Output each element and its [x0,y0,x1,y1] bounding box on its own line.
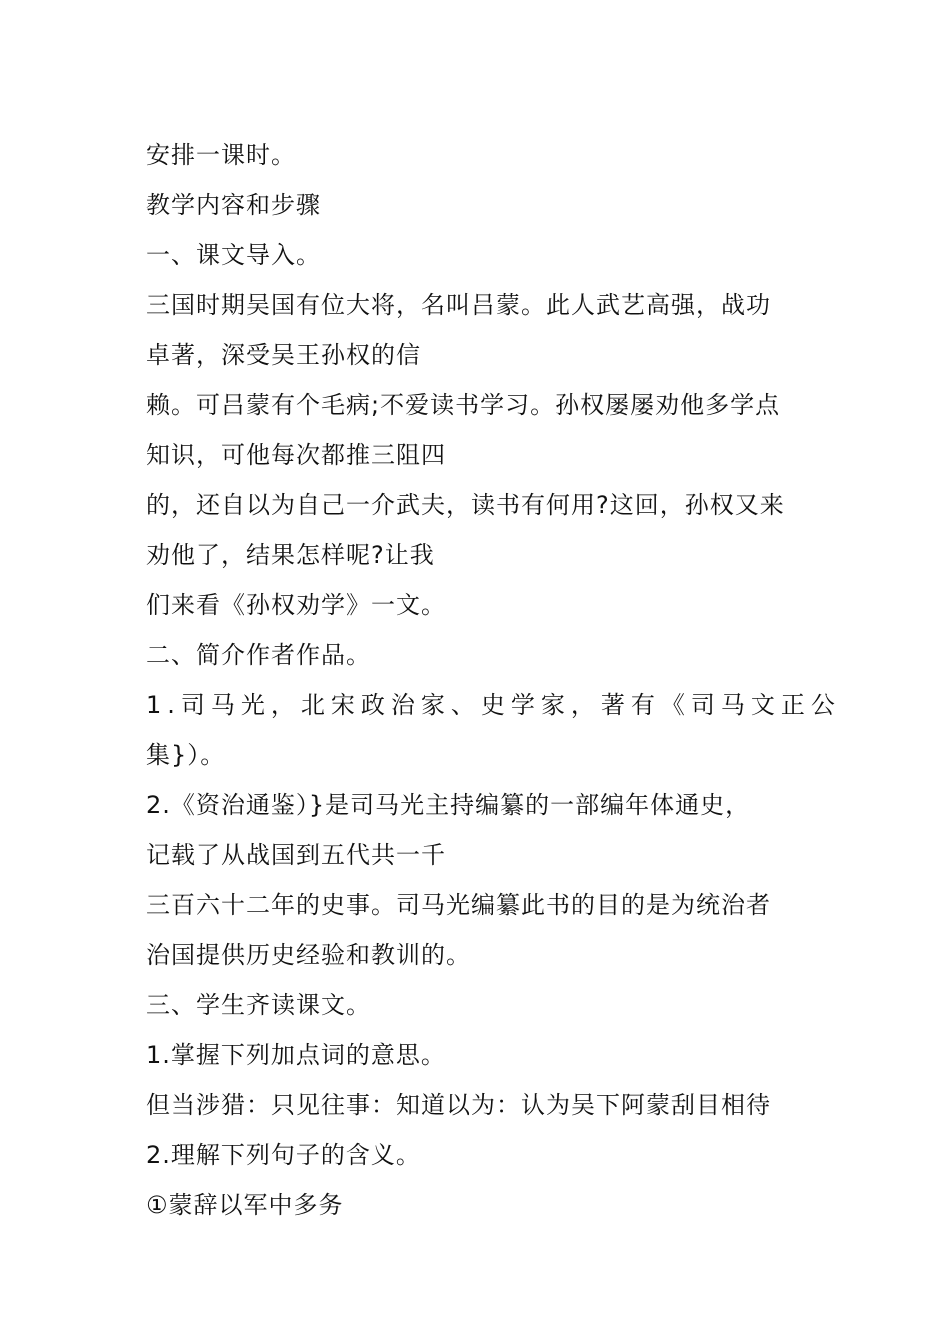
text-line: 但当涉猎：只见往事：知道以为：认为吴下阿蒙刮目相待 [146,1091,771,1119]
text-line: 三百六十二年的史事。司马光编纂此书的目的是为统治者 [146,891,771,919]
section-heading: 一、课文导入。 [146,241,321,269]
section-heading: 教学内容和步骤 [146,191,321,219]
text-line: ①蒙辞以军中多务 [146,1191,344,1219]
text-line: 知识，可他每次都推三阻四 [146,441,446,469]
text-line: 赖。可吕蒙有个毛病;不爱读书学习。孙权屡屡劝他多学点 [146,391,781,419]
text-line: 安排一课时。 [146,141,296,169]
text-line: 们来看《孙权劝学》一文。 [146,591,446,619]
text-line: 1.掌握下列加点词的意思。 [146,1041,446,1069]
text-line: 1.司马光，北宋政治家、史学家，著有《司马文正公 [146,691,841,719]
section-heading: 三、学生齐读课文。 [146,991,371,1019]
text-line: 治国提供历史经验和教训的。 [146,941,471,969]
text-line: 集}）。 [146,741,226,769]
text-line: 记载了从战国到五代共一千 [146,841,446,869]
text-line: 卓著，深受吴王孙权的信 [146,341,421,369]
text-line: 的，还自以为自己一介武夫，读书有何用?这回，孙权又来 [146,491,785,519]
text-line: 三国时期吴国有位大将，名叫吕蒙。此人武艺高强，战功 [146,291,771,319]
text-line: 2.理解下列句子的含义。 [146,1141,421,1169]
document-body [146,130,841,1230]
text-line: 劝他了，结果怎样呢?让我 [146,541,435,569]
text-line: 2.《资治通鉴）}是司马光主持编纂的一部编年体通史， [146,791,751,819]
section-heading: 二、简介作者作品。 [146,641,371,669]
